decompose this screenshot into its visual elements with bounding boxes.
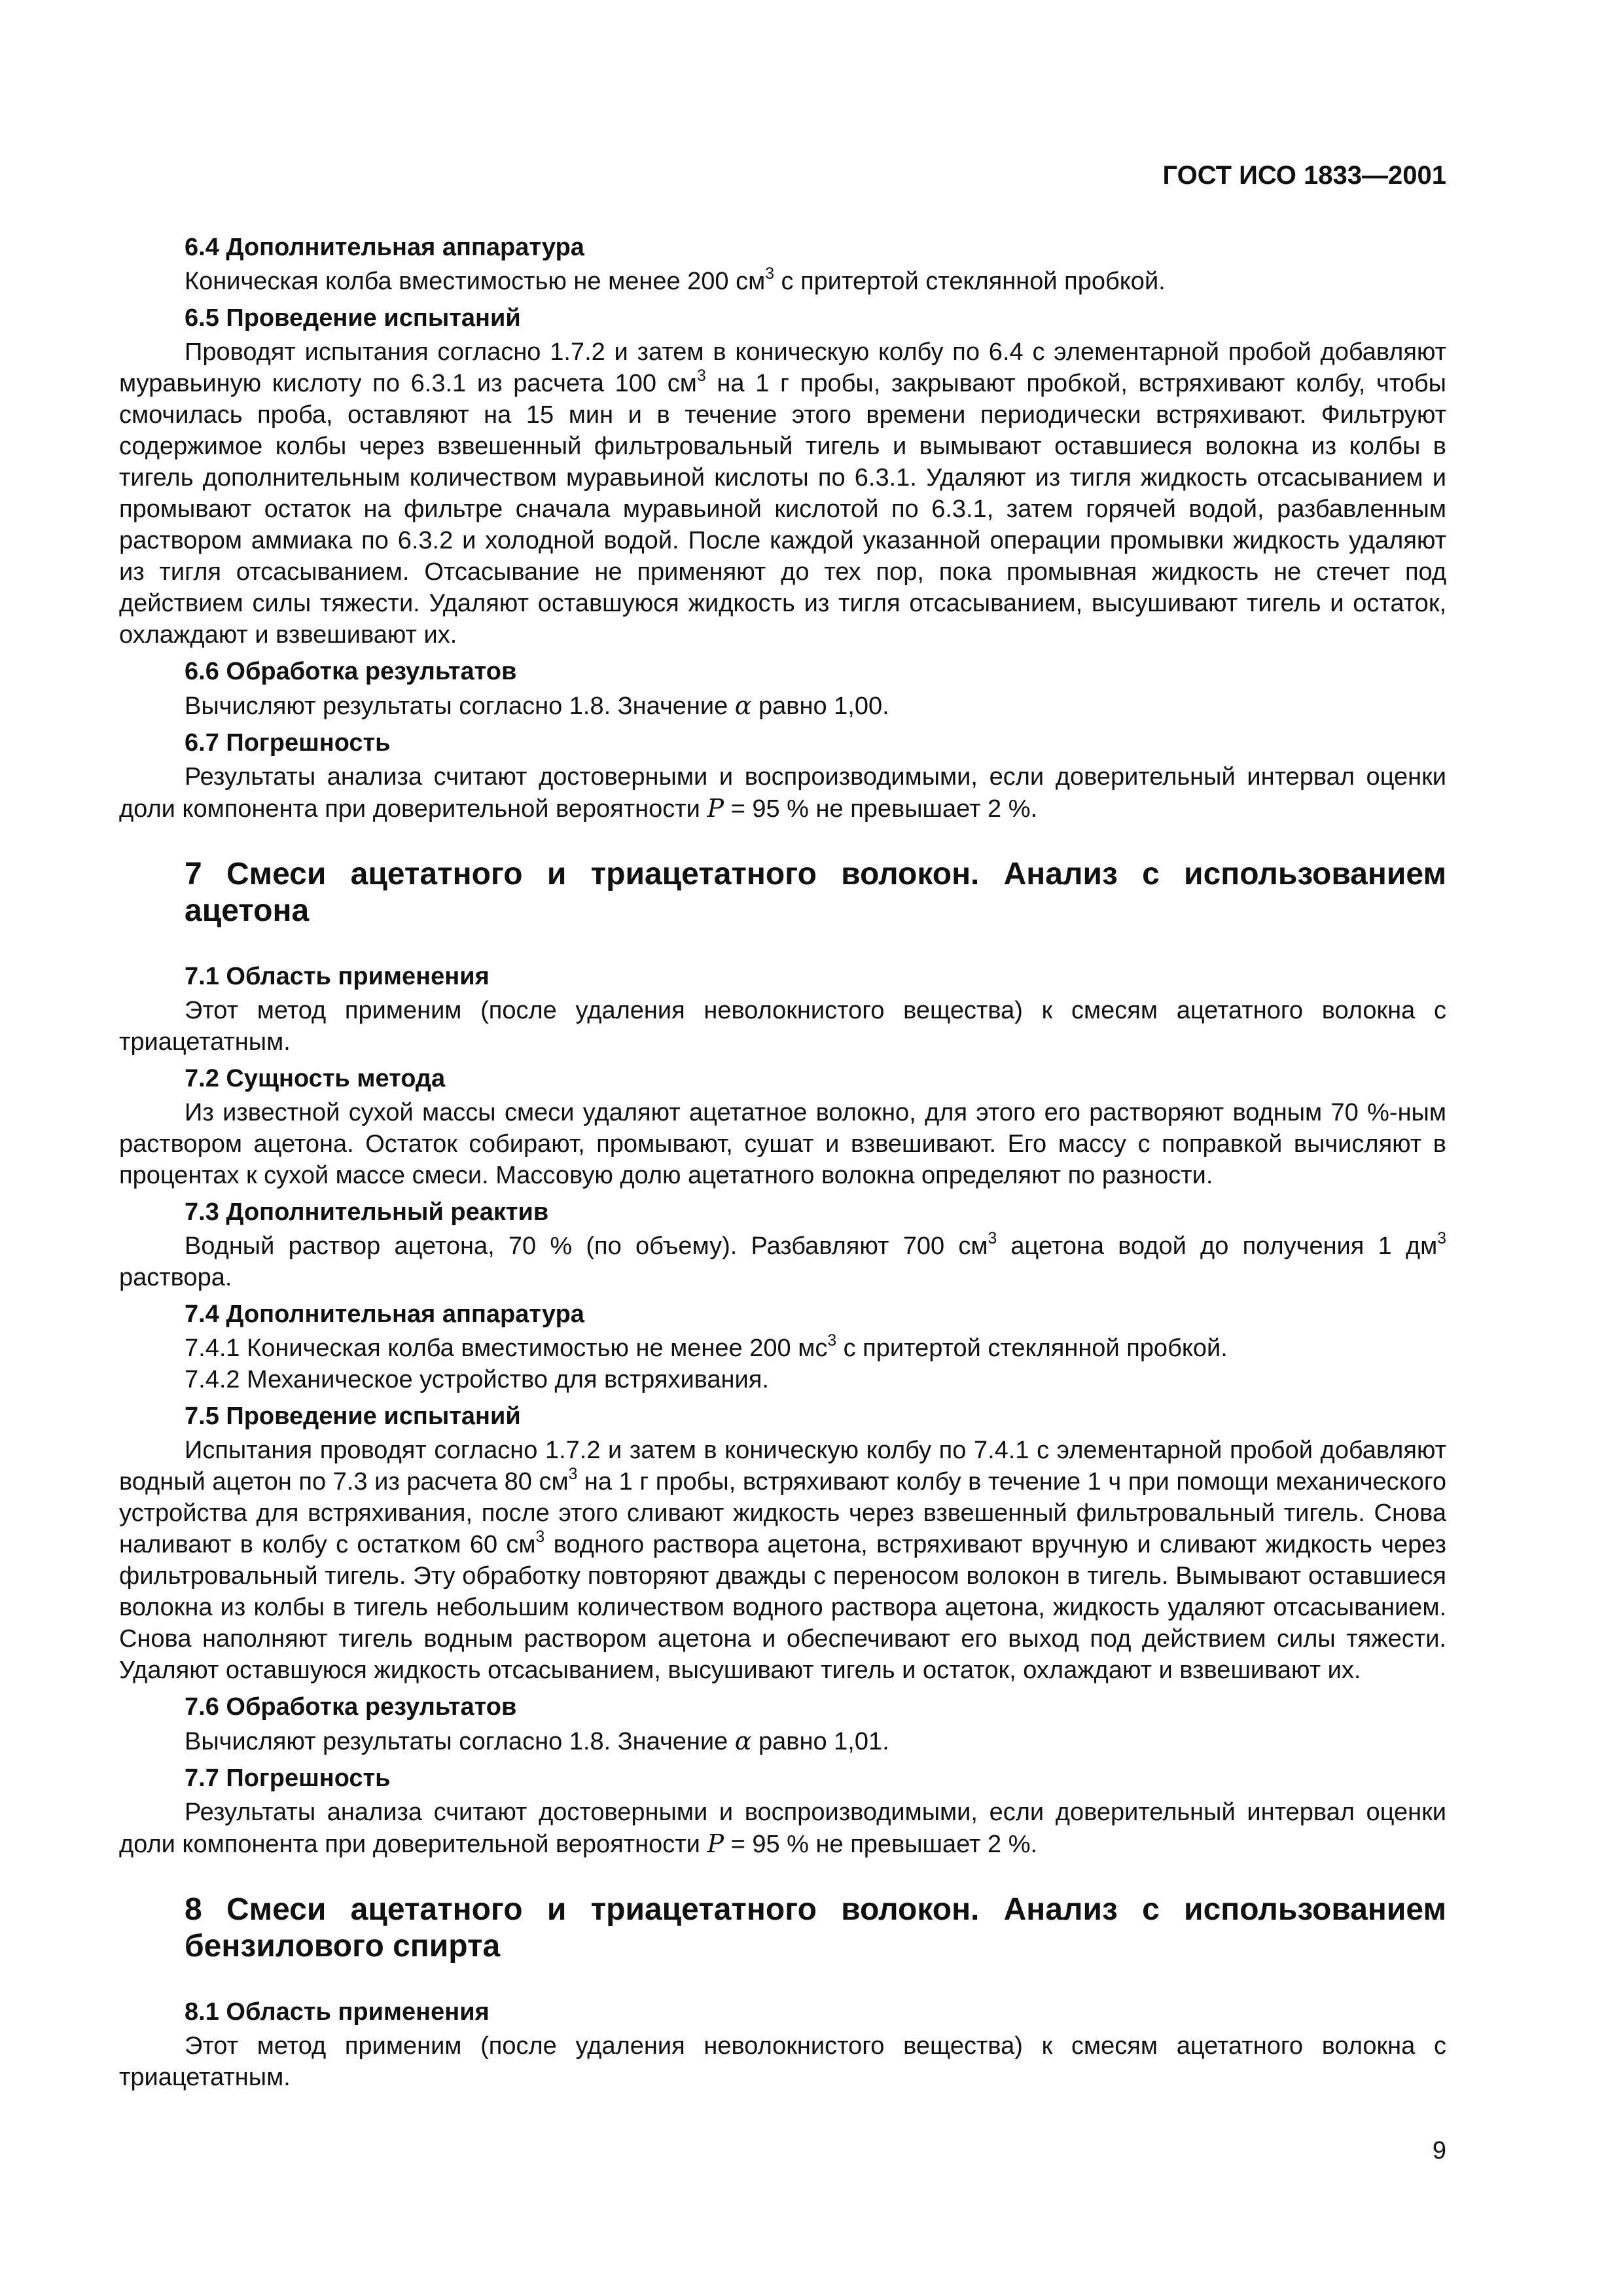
document-header: ГОСТ ИСО 1833—2001 [1162, 161, 1446, 190]
subsection-heading: 7.5 Проведение испытаний [185, 1403, 521, 1430]
subsection-heading: 6.5 Проведение испытаний [185, 304, 521, 332]
paragraph: Коническая колба вместимостью не менее 200 $см^3$ с притертой стеклянной пробкой. [185, 264, 1166, 295]
subsection-heading: 7.4 Дополнительная аппаратура [185, 1300, 584, 1328]
subsection-heading: 6.6 Обработка результатов [185, 658, 517, 685]
list-item: 7.4.2 Механическое устройство для встряхивания. [185, 1366, 769, 1393]
paragraph: Результаты анализа считают достоверными и воспроизводимыми, если доверительный интервал оценки доли компонента при доверительной вероятности P = 95 % не превышает 2 %. [119, 1799, 1446, 1858]
subsection-heading: 8.1 Область применения [185, 1998, 490, 2026]
document-body [119, 232, 1446, 2098]
subsection-heading: 7.2 Сущность метода [185, 1065, 446, 1092]
subsection-heading: 7.3 Дополнительный реактив [185, 1198, 549, 1226]
paragraph: Испытания проводят согласно 1.7.2 и затем в коническую колбу по 7.4.1 с элементарной пробой добавляют водный ацетон по 7.3 из расчета 80 $см^3$ на 1 г пробы, встряхивают колбу в течение 1 ч при помощи механического устройства для встряхивания, после этого сливают жидкость через взвешенный фильтровальный тигель. Снова наливают в колбу с остатком 60 $см^3$ водного раствора ацетона, встряхивают вручную и сливают жидкость через фильтровальный тигель. Эту обработку повторяют дважды с переносом волокон в тигель. Вымывают оставшиеся волокна из колбы в тигель небольшим количеством водного раствора ацетона, жидкость удаляют отсасыванием. Снова наполняют тигель водным раствором ацетона и обеспечивают его выход под действием силы тяжести. Удаляют оставшуюся жидкость отсасыванием, высушивают тигель и остаток, охлаждают и взвешивают их. [119, 1437, 1446, 1684]
section-heading: 7 Смеси ацетатного и триацетатного волокон. Анализ с использованием ацетона [185, 857, 1446, 928]
paragraph: Из известной сухой массы смеси удаляют ацетатное волокно, для этого его растворяют водным 70 %-ным раствором ацетона. Остаток собирают, промывают, сушат и взвешивают. Его массу с поправкой вычисляют в процентах к сухой массе смеси. Массовую долю ацетатного волокна определяют по разности. [119, 1099, 1446, 1189]
page-number: 9 [1432, 2137, 1446, 2164]
paragraph: Проводят испытания согласно 1.7.2 и затем в коническую колбу по 6.4 с элементарной пробой добавляют муравьиную кислоту по 6.3.1 из расчета 100 $см^3$ на 1 г пробы, закрывают пробкой, встряхивают колбу, чтобы смочилась проба, оставляют на 15 мин и в течение этого времени периодически встряхивают. Фильтруют содержимое колбы через взвешенный фильтровальный тигель и вымывают оставшиеся волокна из колбы в тигель дополнительным количеством муравьиной кислоты по 6.3.1. Удаляют из тигля жидкость отсасыванием и промывают остаток на фильтре сначала муравьиной кислотой по 6.3.1, затем горячей водой, разбавленным раствором аммиака по 6.3.2 и холодной водой. После каждой указанной операции промывки жидкость удаляют из тигля отсасыванием. Отсасывание не применяют до тех пор, пока промывная жидкость не стечет под действием силы тяжести. Удаляют оставшуюся жидкость из тигля отсасыванием, высушивают тигель и остаток, охлаждают и взвешивают их. [119, 338, 1446, 649]
paragraph: Этот метод применим (после удаления неволокнистого вещества) к смесям ацетатного волокна с триацетатным. [119, 997, 1446, 1056]
paragraph: Водный раствор ацетона, 70 % (по объему). Разбавляют 700 $см^3$ ацетона водой до получения 1 $дм^3$ раствора. [119, 1229, 1446, 1291]
list-item: 7.4.1 Коническая колба вместимостью не менее 200 $мс^3$ с притертой стеклянной пробкой. [185, 1331, 1228, 1362]
paragraph: Вычисляют результаты согласно 1.8. Значение α равно 1,00. [185, 691, 889, 720]
subsection-heading: 7.1 Область применения [185, 963, 490, 990]
section-heading: 8 Смеси ацетатного и триацетатного волокон. Анализ с использованием бензилового спирта [185, 1892, 1446, 1964]
subsection-heading: 7.7 Погрешность [185, 1765, 391, 1792]
paragraph: Этот метод применим (после удаления неволокнистого вещества) к смесям ацетатного волокна с триацетатным. [119, 2032, 1446, 2091]
subsection-heading: 6.7 Погрешность [185, 729, 391, 757]
paragraph: Вычисляют результаты согласно 1.8. Значение α равно 1,01. [185, 1727, 889, 1755]
paragraph: Результаты анализа считают достоверными и воспроизводимыми, если доверительный интервал оценки доли компонента при доверительной вероятности P = 95 % не превышает 2 %. [119, 763, 1446, 823]
subsection-heading: 6.4 Дополнительная аппаратура [185, 234, 584, 261]
subsection-heading: 7.6 Обработка результатов [185, 1693, 517, 1721]
